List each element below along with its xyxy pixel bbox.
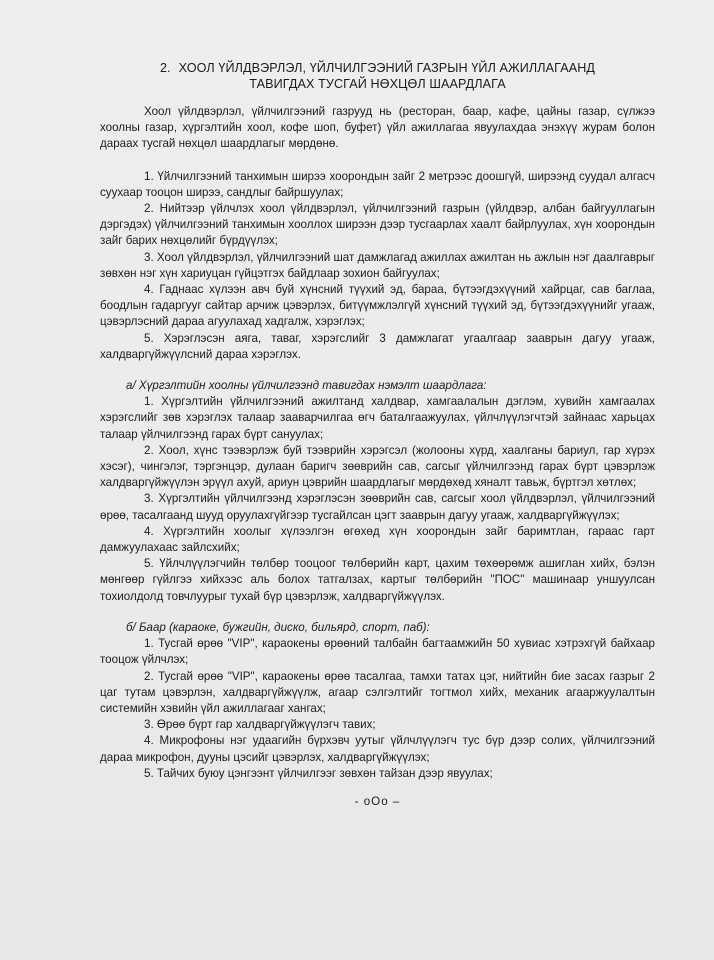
main-item: 3. Хоол үйлдвэрлэл, үйлчилгээний шат дамжлагад ажиллах ажилтан нь ажлын нэг даалгаврыг зөвхөн нэг хүн хариуцан гүйцэтгэх байдлаар зохион байгуулах; bbox=[100, 250, 655, 280]
section-number: 2. bbox=[159, 61, 171, 75]
section-heading-line1: ХООЛ ҮЙЛДВЭРЛЭЛ, ҮЙЛЧИЛГЭЭНИЙ ГАЗРЫН ҮЙЛ АЖИЛЛАГААНД bbox=[178, 61, 596, 75]
delivery-item: 3. Хүргэлтийн үйлчилгээнд хэрэглэсэн зөөврийн сав, сагсыг хоол үйлдвэрлэл, үйлчилгээний өрөө, тасалгаанд шууд оруулахгүйгээр тусгайлсан цэгт зааврын дагуу угааж, халдваргүйжүүлэх; bbox=[100, 492, 655, 522]
end-mark: - oOo – bbox=[354, 794, 401, 808]
main-item: 5. Хэрэглэсэн аяга, таваг, хэрэгслийг 3 дамжлагат угаалгаар зааврын дагуу угааж, халдваргүйжүүлсний дараа хэрэглэх. bbox=[100, 331, 655, 361]
section-heading-line2: ТАВИГДАХ ТУСГАЙ НӨХЦӨЛ ШААРДЛАГА bbox=[249, 77, 506, 91]
intro-paragraph: Хоол үйлдвэрлэл, үйлчилгээний газрууд нь (ресторан, баар, кафе, цайны газар, сүлжээ хоолны газар, хүргэлтийн хоол, кофе шоп, буфет) үйл ажиллагаа явуулахдаа энэхүү журам болон дараах тусгай нөхцөл шаардлагыг мөрдөнө. bbox=[100, 105, 655, 151]
bar-item: 4. Микрофоны нэг удаагийн бүрхэвч уутыг үйлчлүүлэгч тус бүр дээр солих, үйлчилгээний дараа микрофон, дууны цэсийг цэвэрлэх, халдваргүйжүүлэх; bbox=[100, 734, 655, 764]
bar-item: 2. Тусгай өрөө "VIP", караокены өрөө тасалгаа, тамхи татах цэг, нийтийн бие засах газрыг 2 цаг тутам цэвэрлэн, халдваргүйжүүлж, агаар сэлгэлтийг тогтмол хийх, механик агааржуулалтын системийн хэвийн үйл ажиллагааг хангах; bbox=[100, 669, 655, 715]
delivery-item: 2. Хоол, хүнс тээвэрлэж буй тээврийн хэрэгсэл (жолооны хүрд, хаалганы бариул, гар хүрэх хэсэг), чингэлэг, тэргэнцэр, дулаан баригч зөөврийн сав, сагсыг үйлчилгээнд гарах бүрт цэвэрлэж халдваргүйжүүлэн эрүүл ахуй, ариун цэврийн шаардлагыг мөрдөхөд хяналт тавьж, бүртгэл хөтлөх; bbox=[100, 443, 655, 490]
delivery-subheading: а/ Хүргэлтийн хоолны үйлчилгээнд тавигдах нэмэлт шаардлага: bbox=[126, 379, 487, 393]
bar-item: 3. Өрөө бүрт гар халдваргүйжүүлэгч тавих; bbox=[144, 718, 376, 732]
main-item: 2. Нийтээр үйлчлэх хоол үйлдвэрлэл, үйлчилгээний газрын (үйлдвэр, албан байгууллагын дэргэдэх) үйлчилгээний танхимын хооллох ширээн дээр тусгаарлах хаалт байрлуулах, хүн хоорондын зайг барих нөхцөлийг бүрдүүлэх; bbox=[100, 202, 655, 248]
document-body bbox=[100, 60, 655, 810]
bar-item: 1. Тусгай өрөө "VIP", караокены өрөөний талбайн багтаамжийн 50 хувиас хэтрэхгүй байхаар тооцож үйлчлэх; bbox=[100, 637, 655, 667]
bar-item: 5. Тайчих буюу цэнгээнт үйлчилгээг зөвхөн тайзан дээр явуулах; bbox=[144, 766, 493, 780]
delivery-item: 5. Үйлчлүүлэгчийн төлбөр тооцоог төлбөрийн карт, цахим төхөөрөмж ашиглан хийх, бэлэн мөнгөөр гүйлгээ хийхээс аль болох татгалзах, картыг төлбөрийн "ПОС" машинаар уншуулсан тохиолдолд товчлуурыг тухай бүр цэвэрлэж, халдваргүйжүүлэх. bbox=[100, 557, 655, 603]
section-heading bbox=[100, 60, 655, 92]
delivery-item: 1. Хүргэлтийн үйлчилгээний ажилтанд халдвар, хамгаалалын дэглэм, хувийн хамгаалах хэрэгслийг зөв хэрэглэх талаар зааварчилгаа өгч баталгаажуулах, үйлчлүүлэгчтэй зайнаас харьцах талаар үйлчилгээнд гарах бүрт сануулах; bbox=[100, 395, 655, 441]
bar-subheading: б/ Баар (караоке, бужгийн, диско, бильярд, спорт, паб): bbox=[126, 620, 430, 634]
main-item: 1. Үйлчилгээний танхимын ширээ хоорондын зайг 2 метрээс доошгүй, ширээнд суудал алгасч суухаар тооцон ширээ, сандлыг байршуулах; bbox=[100, 169, 655, 199]
delivery-item: 4. Хүргэлтийн хоолыг хүлээлгэн өгөхөд хүн хоорондын зайг баримтлан, гараас гарт дамжуулахаас зайлсхийх; bbox=[100, 524, 655, 555]
main-item: 4. Гаднаас хүлээн авч буй хүнсний түүхий эд, бараа, бүтээгдэхүүний хайрцаг, сав баглаа, боодлын гадаргууг сайтар арчиж цэвэрлэх, битүүмжлэлгүй хүнсний түүхий эд, бүтээгдэхүүнийг угааж, цэвэрлэсний дараа агуулахад хадгалж, хэрэглэх; bbox=[100, 283, 655, 329]
